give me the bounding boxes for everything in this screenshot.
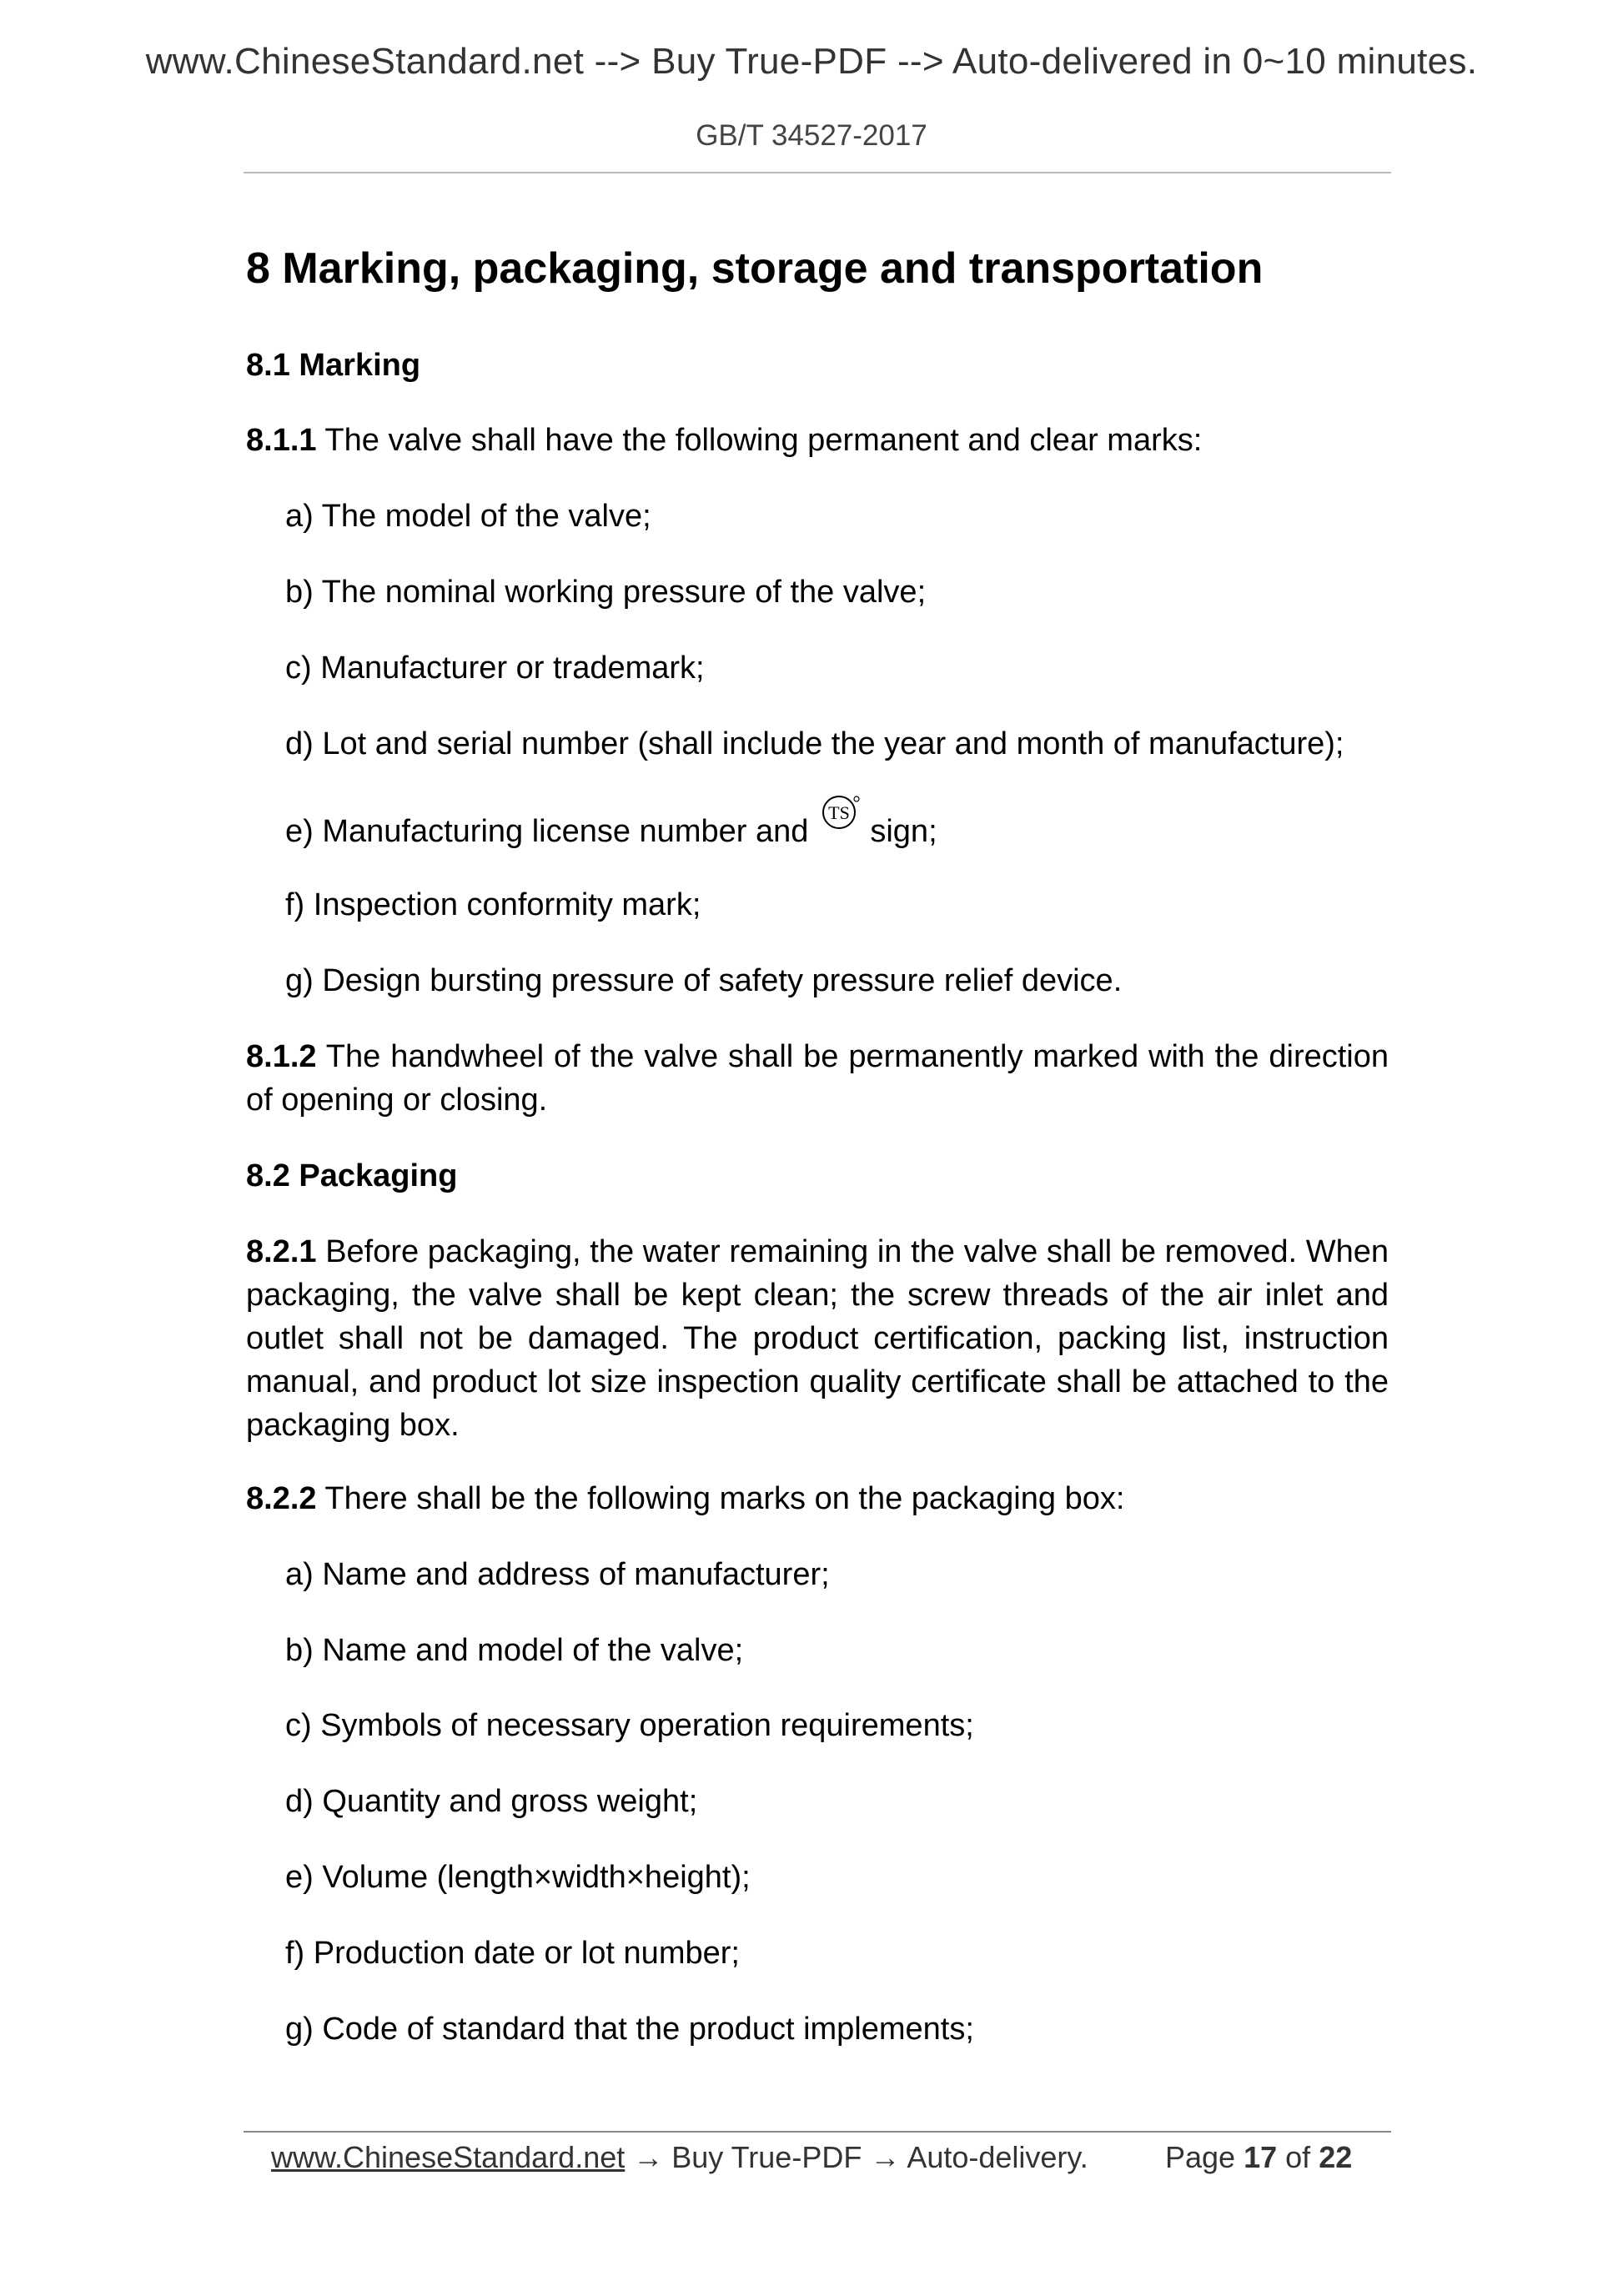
document-code: GB/T 34527-2017 [696, 119, 927, 152]
clause-text: The handwheel of the valve shall be permanently marked with the direction of opening or closing. [246, 1039, 1389, 1118]
total-pages-number: 22 [1319, 2140, 1353, 2174]
list-item: g) Design bursting pressure of safety pressure relief device. [285, 963, 1123, 998]
subsection-packaging-title: 8.2 Packaging [246, 1158, 458, 1193]
clause-8-1-2 [246, 1035, 1389, 1122]
header-banner: www.ChineseStandard.net --> Buy True-PDF --> Auto-delivered in 0~10 minutes. [145, 41, 1478, 82]
page-number-info [1165, 2136, 1352, 2179]
list-item: c) Manufacturer or trademark; [285, 651, 705, 686]
clause-text: There shall be the following marks on the packaging box: [316, 1481, 1125, 1516]
current-page-number: 17 [1244, 2140, 1278, 2174]
list-item: f) Inspection conformity mark; [285, 887, 701, 922]
of-label: of [1285, 2140, 1311, 2174]
clause-number: 8.1.2 [246, 1039, 317, 1074]
svg-text:TS: TS [828, 802, 851, 823]
list-item: a) The model of the valve; [285, 499, 651, 534]
section-title: 8 Marking, packaging, storage and transportation [246, 244, 1264, 293]
clause-8-2-1 [246, 1230, 1389, 1447]
clause-number: 8.1.1 [246, 423, 317, 458]
list-item-text: e) Manufacturing license number and [285, 814, 809, 849]
list-item: b) Name and model of the valve; [285, 1633, 744, 1668]
footer-website-link[interactable]: www.ChineseStandard.net [271, 2140, 626, 2174]
page-label: Page [1165, 2140, 1236, 2174]
list-item: b) The nominal working pressure of the valve; [285, 575, 927, 610]
list-item: f) Production date or lot number; [285, 1936, 740, 1971]
list-item: d) Quantity and gross weight; [285, 1784, 698, 1819]
clause-number: 8.2.2 [246, 1481, 317, 1516]
footer-divider [244, 2131, 1391, 2133]
list-item: c) Symbols of necessary operation requirements; [285, 1708, 974, 1743]
list-item: g) Code of standard that the product implements; [285, 2012, 974, 2047]
list-item [285, 793, 1386, 853]
header-divider [244, 172, 1391, 173]
page-footer [271, 2136, 1389, 2179]
clause-text: The valve shall have the following permanent and clear marks: [316, 423, 1203, 458]
footer-text: → Buy True-PDF → Auto-delivery. [625, 2140, 1088, 2174]
clause-8-2-2 [246, 1477, 1389, 1520]
list-item: a) Name and address of manufacturer; [285, 1557, 830, 1592]
list-item-text: sign; [870, 814, 937, 849]
ts-certification-icon [820, 793, 862, 830]
subsection-marking-title: 8.1 Marking [246, 348, 421, 383]
clause-number: 8.2.1 [246, 1234, 317, 1269]
clause-text: Before packaging, the water remaining in the valve shall be removed. When packaging, the valve shall be kept clean; the screw threads of the air inlet and outlet shall not be damaged. The product certification, packing list, instruction manual, and product lot size inspection quality certificate shall be attached to the packaging box. [246, 1234, 1389, 1443]
clause-8-1-1 [246, 419, 1389, 462]
list-item: d) Lot and serial number (shall include the year and month of manufacture); [285, 726, 1344, 761]
list-item: e) Volume (length×width×height); [285, 1860, 751, 1895]
